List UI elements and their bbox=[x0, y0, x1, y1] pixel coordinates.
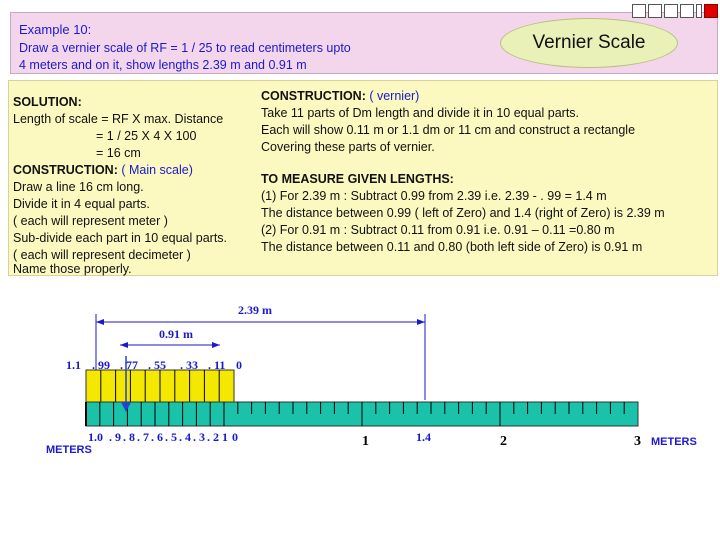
sub-label-0-1: . 1 bbox=[216, 430, 228, 444]
vernier-step-2: Each will show 0.11 m or 1.1 dm or 11 cm and construct a rectangle bbox=[261, 123, 636, 137]
solution-heading: SOLUTION: bbox=[13, 95, 82, 109]
measure-heading: TO MEASURE GIVEN LENGTHS: bbox=[261, 172, 454, 186]
example-problem-line-2: 4 meters and on it, show lengths 2.39 m and 0.91 m bbox=[19, 58, 307, 72]
solution-line-3: = 16 cm bbox=[96, 146, 141, 160]
sub-label-0-7: . 7 bbox=[137, 430, 149, 444]
solution-line-2: = 1 / 25 X 4 X 100 bbox=[96, 129, 197, 143]
main-scale-step-4: Sub-divide each part in 10 equal parts. bbox=[13, 231, 228, 245]
main-scale-step-2: Divide it in 4 equal parts. bbox=[13, 197, 150, 211]
main-scale-sublabel: ( Main scale) bbox=[121, 163, 193, 177]
main-scale-step-6: Name those properly. bbox=[13, 262, 132, 276]
main-label-2: 2 bbox=[500, 434, 507, 449]
sub-label-0: 0 bbox=[232, 430, 238, 444]
sub-label-0-4: . 4 bbox=[179, 430, 191, 444]
main-label-1: 1 bbox=[362, 434, 369, 449]
vernier-label-0: 0 bbox=[236, 358, 242, 372]
measure-step-4: The distance between 0.11 and 0.80 (both left side of Zero) is 0.91 m bbox=[261, 240, 643, 254]
vernier-label-0-55: . 55 bbox=[148, 358, 166, 372]
main-label-3: 3 bbox=[634, 434, 641, 449]
vernier-sublabel: ( vernier) bbox=[369, 89, 420, 103]
units-label-left: METERS bbox=[46, 444, 92, 456]
construction-vernier-label: CONSTRUCTION: bbox=[261, 89, 366, 103]
measure-step-2: The distance between 0.99 ( left of Zero) and 1.4 (right of Zero) is 2.39 m bbox=[261, 206, 665, 220]
vernier-label-0-77: . 77 bbox=[120, 358, 138, 372]
units-label-right: METERS bbox=[651, 436, 697, 448]
dimension-arrow-left-0-91 bbox=[120, 342, 128, 348]
main-scale-step-1: Draw a line 16 cm long. bbox=[13, 180, 144, 194]
vernier-label-0-99: . 99 bbox=[92, 358, 110, 372]
example-problem-line-1: Draw a vernier scale of RF = 1 / 25 to read centimeters upto bbox=[19, 41, 351, 55]
sub-label-0-3: . 3 bbox=[193, 430, 205, 444]
main-scale-step-5: ( each will represent decimeter ) bbox=[13, 248, 191, 262]
vernier-label-0-33: . 33 bbox=[180, 358, 198, 372]
vernier-step-1: Take 11 parts of Dm length and divide it in 10 equal parts. bbox=[261, 106, 580, 120]
sub-label-0-9: . 9 bbox=[109, 430, 121, 444]
dimension-arrow-right-2-39 bbox=[417, 319, 425, 325]
dimension-label-2-39: 2.39 m bbox=[238, 303, 272, 317]
dimension-arrow-right-0-91 bbox=[212, 342, 220, 348]
vernier-step-3: Covering these parts of vernier. bbox=[261, 140, 435, 154]
solution-line-1: Length of scale = RF X max. Distance bbox=[13, 112, 224, 126]
construction-label: CONSTRUCTION: bbox=[13, 163, 118, 177]
vernier-scale-badge: Vernier Scale bbox=[500, 18, 678, 68]
vernier-label-0-11: . 11 bbox=[208, 358, 226, 372]
dimension-arrow-left-2-39 bbox=[96, 319, 104, 325]
measure-step-1: (1) For 2.39 m : Subtract 0.99 from 2.39 i.e. 2.39 - . 99 = 1.4 m bbox=[261, 189, 607, 203]
sub-label-0-8: . 8 bbox=[123, 430, 135, 444]
example-title: Example 10: bbox=[19, 22, 92, 37]
main-scale-step-3: ( each will represent meter ) bbox=[13, 214, 168, 228]
sub-label-0-6: . 6 bbox=[151, 430, 163, 444]
dimension-label-0-91: 0.91 m bbox=[159, 327, 193, 341]
sub-label-1-0: 1.0 bbox=[88, 430, 103, 444]
vernier-label-1-1: 1.1 bbox=[66, 358, 81, 372]
sub-label-0-5: . 5 bbox=[165, 430, 177, 444]
main-label-1-4: 1.4 bbox=[416, 430, 431, 444]
sub-label-0-2: . 2 bbox=[207, 430, 219, 444]
measure-step-3: (2) For 0.91 m : Subtract 0.11 from 0.91 i.e. 0.91 – 0.11 =0.80 m bbox=[261, 223, 615, 237]
